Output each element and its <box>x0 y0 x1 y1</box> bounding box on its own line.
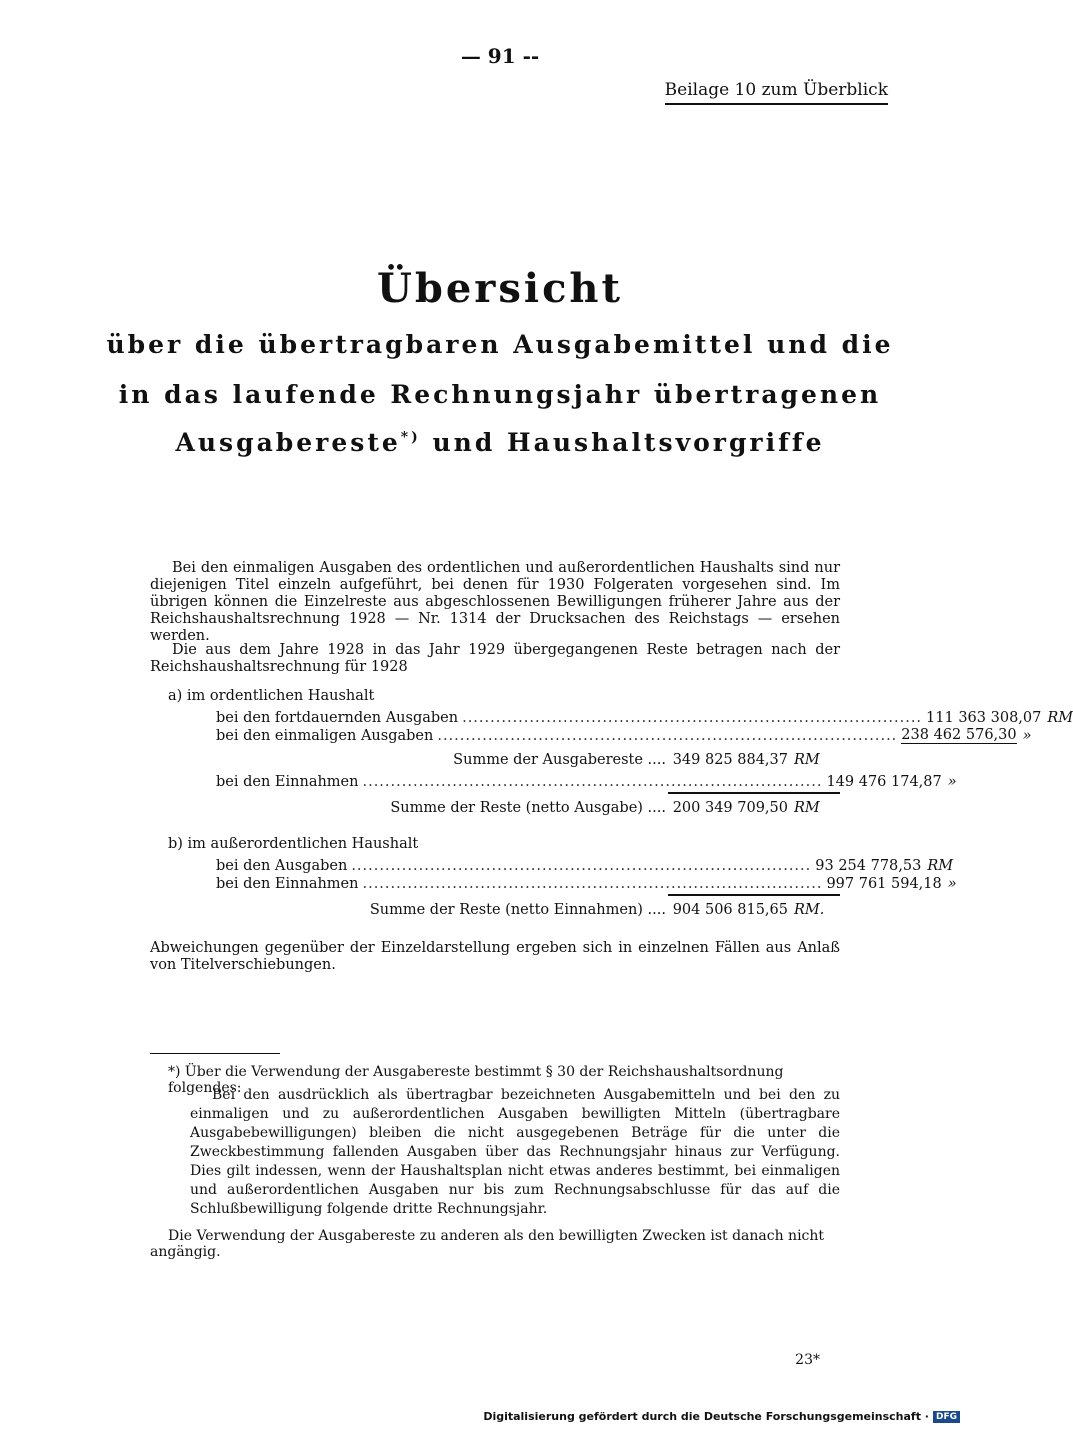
intro-paragraph-1: Bei den einmaligen Ausgaben des ordentlichen und außerordentlichen Haushalts sind nur diejenigen Titel einzeln aufgeführt, bei denen für 1930 Folgeraten vorgesehen sind. Im übrigen können die Einzelreste aus abgeschlossenen Bewilligungen früherer Jahre aus der Reichshaushaltsrechnung 1928 — Nr. 1314 der Drucksachen des Reichstags — ersehen werden. <box>150 560 840 644</box>
subtitle-line-3b: und Haushaltsvorgriffe <box>432 428 825 457</box>
row-value: 111 363 308,07 <box>926 710 1042 726</box>
section-a-heading: a) im ordentlichen Haushalt <box>168 688 375 704</box>
footnote-head: *) Über die Verwendung der Ausgabereste bestimmt § 30 der Reichshaushaltsordnung folgendes: <box>168 1064 784 1096</box>
footnote-marker: *) <box>400 429 421 446</box>
sum-rule <box>668 792 840 794</box>
row-unit: RM <box>927 858 954 874</box>
page-title: Übersicht <box>376 265 623 312</box>
row-value: 238 462 576,30 <box>901 727 1017 743</box>
sum-unit: RM <box>794 752 820 768</box>
section-a-sum-1 <box>150 748 840 768</box>
digitization-credit <box>483 1410 960 1423</box>
sum-unit: RM. <box>794 902 825 918</box>
appendix-label: Beilage 10 zum Überblick <box>665 80 888 105</box>
footnote-final: Die Verwendung der Ausgabereste zu anderen als den bewilligten Zwecken ist danach nicht angängig. <box>150 1228 825 1260</box>
section-a-sum-2 <box>150 796 840 816</box>
credit-text: Digitalisierung gefördert durch die Deutsche Forschungsgemeinschaft · <box>483 1410 929 1423</box>
sum-value: 349 825 884,37 <box>672 752 788 768</box>
row-label: bei den Einnahmen <box>216 774 359 790</box>
section-a-income <box>150 770 957 790</box>
row-unit: » <box>947 876 957 892</box>
page-number: — 91 -- <box>460 44 540 68</box>
sum-value: 200 349 709,50 <box>672 800 788 816</box>
section-b-sum <box>150 898 840 918</box>
section-b-heading: b) im außerordentlichen Haushalt <box>168 836 419 852</box>
subtitle-line-3a: Ausgabereste <box>175 428 401 457</box>
section-a-row-1 <box>150 706 1073 726</box>
section-b-heading-row <box>150 832 840 852</box>
leader-dots: .................................................................................. <box>362 876 823 892</box>
row-label: bei den einmaligen Ausgaben <box>216 728 434 744</box>
row-unit: » <box>947 774 957 790</box>
row-unit: RM <box>1047 710 1073 726</box>
sum-unit: RM <box>794 800 820 816</box>
row-value: 149 476 174,87 <box>826 774 942 790</box>
sum-rule <box>668 894 840 896</box>
row-label: bei den Ausgaben <box>216 858 348 874</box>
subtitle-line-1: über die übertragbaren Ausgabemittel und die <box>106 330 894 359</box>
sum-label: Summe der Ausgabereste .... <box>453 752 666 768</box>
leader-dots: .................................................................................. <box>362 774 823 790</box>
row-value: 997 761 594,18 <box>826 876 942 892</box>
sum-label: Summe der Reste (netto Einnahmen) .... <box>369 902 666 918</box>
row-value: 93 254 778,53 <box>815 858 922 874</box>
section-a-row-2 <box>150 724 1032 744</box>
leader-dots: .................................................................................. <box>462 710 923 726</box>
section-a-heading-row <box>150 684 840 704</box>
leader-dots: .................................................................................. <box>437 728 898 744</box>
subtitle-line-2: in das laufende Rechnungsjahr übertragenen <box>118 380 882 409</box>
sum-value: 904 506 815,65 <box>672 902 788 918</box>
footnote-body: Bei den ausdrücklich als übertragbar bezeichneten Ausgabemitteln und bei den zu einmaligen und zu außerordentlichen Ausgaben bewilligten Mitteln (übertragbare Ausgabebewilligungen) bleiben die nicht ausgegebenen Beträge für die unter die Zweckbestimmung fallenden Ausgaben über das Rechnungsjahr hinaus zur Verfügung. Dies gilt indessen, wenn der Haushaltsplan nicht etwas anderes bestimmt, bei einmaligen und außerordentlichen Ausgaben nur bis zum Rechnungsabschlusse für das auf die Schlußbewilligung folgende dritte Rechnungsjahr. <box>190 1087 840 1217</box>
section-b-row-1 <box>150 854 954 874</box>
row-label: bei den Einnahmen <box>216 876 359 892</box>
subtitle-line-3 <box>0 428 1000 457</box>
footnote-rule <box>150 1053 280 1054</box>
sum-label: Summe der Reste (netto Ausgabe) .... <box>390 800 666 816</box>
row-unit: » <box>1022 728 1032 744</box>
leader-dots: .................................................................................. <box>351 858 812 874</box>
intro-paragraph-2: Die aus dem Jahre 1928 in das Jahr 1929 übergegangenen Reste betragen nach der Reichshaushaltsrechnung für 1928 <box>150 642 840 675</box>
section-b-row-2 <box>150 872 957 892</box>
row-label: bei den fortdauernden Ausgaben <box>216 710 459 726</box>
dfg-logo: DFG <box>933 1411 960 1423</box>
closing-paragraph: Abweichungen gegenüber der Einzeldarstellung ergeben sich in einzelnen Fällen aus Anlaß von Titelverschiebungen. <box>150 940 840 973</box>
signature-mark: 23* <box>795 1352 820 1368</box>
